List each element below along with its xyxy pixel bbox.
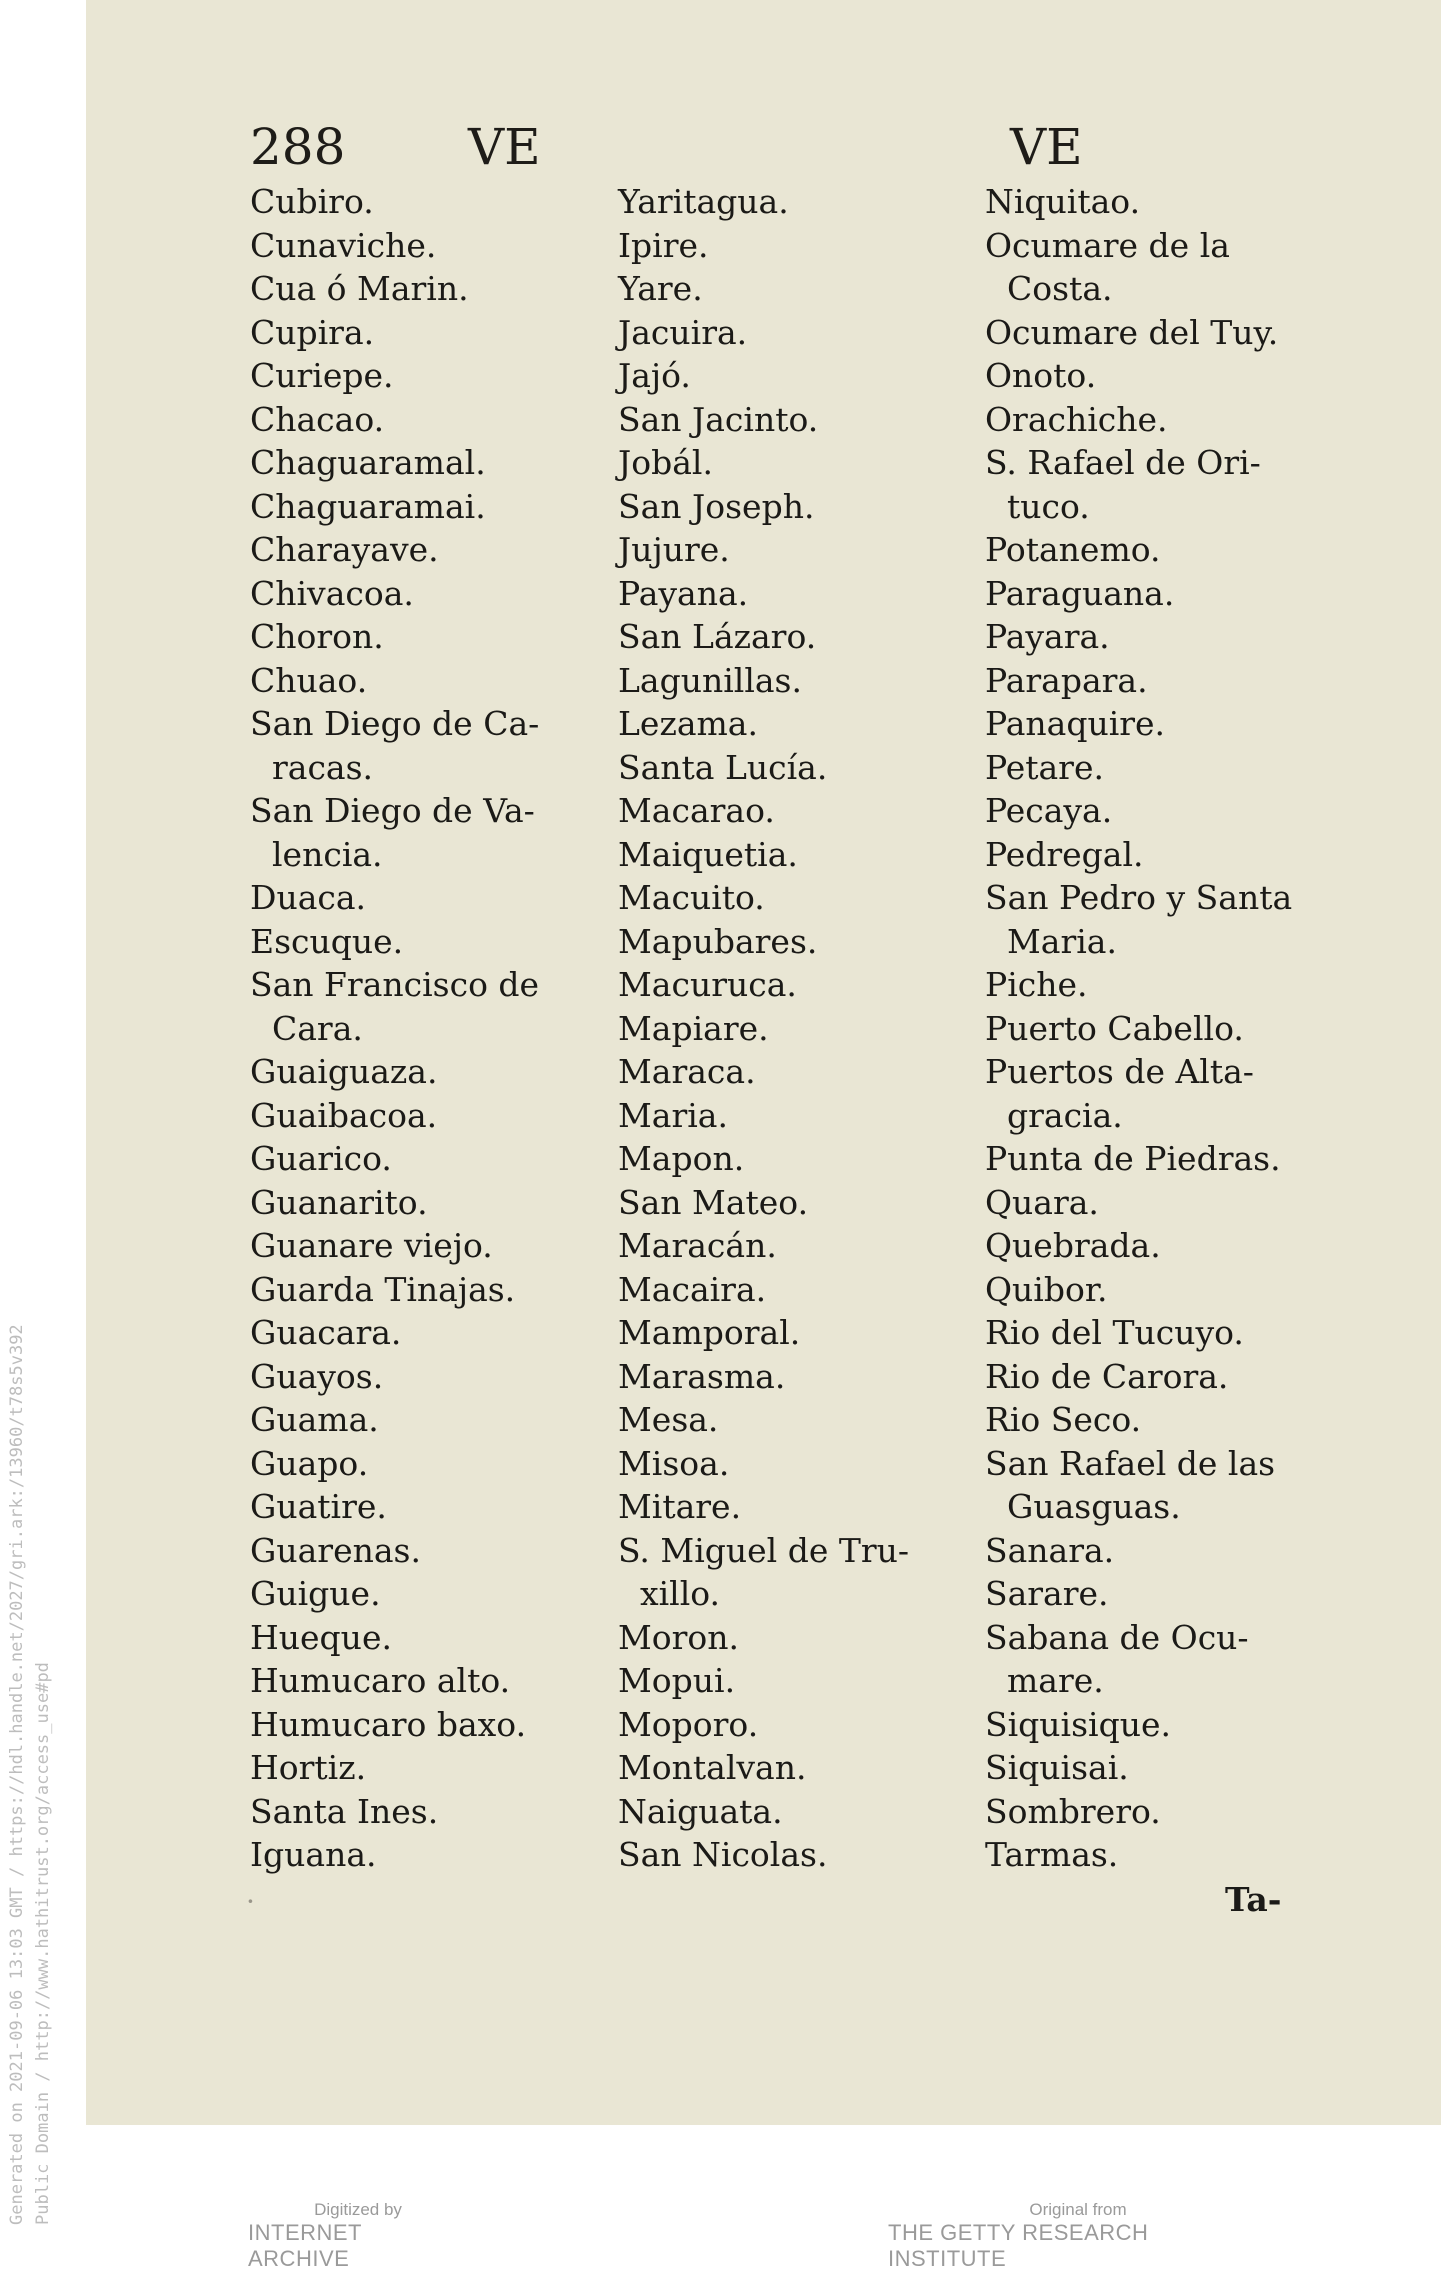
original-from-label: Original from	[1029, 2200, 1127, 2219]
place-entry: Cara.	[272, 1008, 363, 1048]
left-heading: VE	[468, 118, 541, 176]
place-entry: Cubiro.	[250, 182, 374, 221]
place-entry: Sarare.	[985, 1574, 1109, 1613]
place-entry: Naiguata.	[618, 1791, 783, 1831]
place-entry: Lezama.	[618, 704, 758, 743]
place-entry: Pecaya.	[985, 791, 1113, 830]
place-entry: San Nicolas.	[618, 1835, 828, 1874]
place-entry: Puerto Cabello.	[985, 1008, 1244, 1048]
place-entry: Ocumare del Tuy.	[985, 312, 1279, 352]
place-entry: Mamporal.	[618, 1313, 801, 1352]
place-entry: Sombrero.	[985, 1791, 1161, 1831]
place-entry: Quebrada.	[985, 1226, 1161, 1265]
place-entry: Mitare.	[618, 1487, 742, 1526]
place-entry: Ipire.	[618, 225, 709, 265]
place-entry: S. Rafael de Ori-	[985, 443, 1261, 482]
place-entry: Quibor.	[985, 1269, 1108, 1309]
place-entry: Escuque.	[250, 921, 404, 961]
place-entry: Humucaro alto.	[250, 1661, 511, 1700]
place-entry: lencia.	[272, 834, 383, 874]
place-entry: San Jacinto.	[618, 399, 819, 439]
place-entry: Santa Lucía.	[618, 747, 828, 787]
place-entry: Iguana.	[250, 1835, 377, 1874]
place-entry: Parapara.	[985, 660, 1148, 700]
place-entry: Punta de Piedras.	[985, 1139, 1281, 1178]
place-entry: Guasguas.	[1007, 1487, 1181, 1526]
place-entry: Mopui.	[618, 1661, 736, 1700]
column-1	[250, 180, 595, 1877]
place-entry: Duaca.	[250, 878, 367, 917]
margin-stamp	[4, 1085, 56, 2225]
place-entry: Curiepe.	[250, 356, 394, 395]
place-entry: Maracán.	[618, 1226, 777, 1265]
place-entry: Rio Seco.	[985, 1400, 1142, 1439]
place-entry: Yaritagua.	[618, 182, 789, 221]
place-entry: Maiquetia.	[618, 834, 798, 874]
place-entry: San Francisco de	[250, 965, 540, 1004]
place-entry: Cupira.	[250, 312, 375, 352]
place-entry: Niquitao.	[985, 182, 1141, 221]
place-entry: Petare.	[985, 747, 1104, 787]
place-entry: tuco.	[1007, 486, 1090, 526]
place-entry: Guigue.	[250, 1574, 381, 1613]
place-entry: Onoto.	[985, 356, 1097, 395]
place-entry: Puertos de Alta-	[985, 1052, 1254, 1091]
place-entry: Macaira.	[618, 1269, 767, 1309]
place-entry: Guatire.	[250, 1487, 387, 1526]
column-3	[985, 180, 1330, 1877]
catchword: Ta-	[1225, 1880, 1282, 1919]
place-entry: Mapiare.	[618, 1008, 769, 1048]
place-entry: Payana.	[618, 573, 749, 613]
place-entry: San Diego de Va-	[250, 791, 535, 830]
place-entry: Cunaviche.	[250, 225, 437, 265]
place-entry: Lagunillas.	[618, 660, 802, 700]
place-entry: Pedregal.	[985, 834, 1144, 874]
place-entry: gracia.	[1007, 1095, 1123, 1135]
place-entry: Sabana de Ocu-	[985, 1617, 1249, 1657]
ink-speck: ·	[246, 1885, 255, 1918]
place-entry: Chaguaramai.	[250, 486, 486, 526]
column-2	[618, 180, 963, 1877]
place-entry: Guama.	[250, 1400, 379, 1439]
place-entry: San Lázaro.	[618, 617, 817, 656]
place-entry: Potanemo.	[985, 530, 1161, 569]
place-entry: racas.	[272, 747, 374, 787]
place-entry: Panaquire.	[985, 704, 1166, 743]
place-entry: Mesa.	[618, 1400, 719, 1439]
place-entry: Siquisique.	[985, 1704, 1171, 1744]
place-entry: Macuito.	[618, 878, 765, 917]
place-entry: Macarao.	[618, 791, 775, 830]
place-entry: Ocumare de la	[985, 225, 1230, 265]
place-entry: Cua ó Marin.	[250, 269, 469, 308]
place-entry: Maraca.	[618, 1052, 756, 1091]
place-entry: Rio del Tucuyo.	[985, 1313, 1244, 1352]
right-heading: VE	[1010, 118, 1083, 176]
margin-stamp-line-1: Generated on 2021-09-06 13:03 GMT / https://hdl.handle.net/2027/gri.ark:/13960/t78s5v392	[7, 1324, 27, 2225]
place-entry: Choron.	[250, 617, 384, 656]
place-entry: Sanara.	[985, 1530, 1115, 1570]
place-entry: Siquisai.	[985, 1748, 1129, 1787]
place-entry: Guanare viejo.	[250, 1226, 493, 1265]
place-entry: Moporo.	[618, 1704, 759, 1744]
place-entry: Payara.	[985, 617, 1110, 656]
place-entry: Guarda Tinajas.	[250, 1269, 516, 1309]
place-entry: Guaibacoa.	[250, 1095, 438, 1135]
place-entry: Guarico.	[250, 1139, 392, 1178]
margin-stamp-line-2: Public Domain / http://www.hathitrust.org/access_use#pd	[33, 1662, 53, 2225]
place-entry: Misoa.	[618, 1443, 730, 1483]
place-entry: Guacara.	[250, 1313, 402, 1352]
place-entry: Tarmas.	[985, 1835, 1119, 1874]
place-entry: Chivacoa.	[250, 573, 414, 613]
place-entry: Orachiche.	[985, 399, 1168, 439]
footer-right	[888, 2200, 1268, 2272]
place-entry: Mapon.	[618, 1139, 745, 1178]
place-entry: Guaiguaza.	[250, 1052, 438, 1091]
place-entry: Montalvan.	[618, 1748, 807, 1787]
place-entry: Chaguaramal.	[250, 443, 486, 482]
place-entry: mare.	[1007, 1661, 1104, 1700]
getty-institute-label: THE GETTY RESEARCH INSTITUTE	[888, 2220, 1149, 2271]
place-entry: Maria.	[1007, 921, 1117, 961]
place-entry: San Pedro y Santa	[985, 878, 1293, 917]
place-entry: Guarenas.	[250, 1530, 421, 1570]
place-entry: Costa.	[1007, 269, 1113, 308]
place-entry: Yare.	[618, 269, 703, 308]
place-entry: Hueque.	[250, 1617, 392, 1657]
internet-archive-label: INTERNET ARCHIVE	[248, 2220, 362, 2271]
place-entry: San Mateo.	[618, 1182, 809, 1222]
footer-left	[248, 2200, 468, 2272]
place-entry: San Diego de Ca-	[250, 704, 540, 743]
place-entry: Mapubares.	[618, 921, 818, 961]
place-entry: Rio de Carora.	[985, 1356, 1229, 1396]
place-entry: Chuao.	[250, 660, 368, 700]
place-entry: Chacao.	[250, 399, 385, 439]
page-number: 288	[250, 118, 346, 176]
place-entry: S. Miguel de Tru-	[618, 1530, 910, 1570]
place-entry: Quara.	[985, 1182, 1099, 1222]
place-entry: Jajó.	[618, 356, 691, 395]
digitized-by-label: Digitized by	[314, 2200, 402, 2219]
place-entry: Maria.	[618, 1095, 728, 1135]
place-entry: Jacuira.	[618, 312, 748, 352]
place-entry: Macuruca.	[618, 965, 797, 1004]
place-entry: Piche.	[985, 965, 1088, 1004]
place-entry: Charayave.	[250, 530, 439, 569]
place-entry: Guanarito.	[250, 1182, 428, 1222]
place-entry: xillo.	[640, 1574, 721, 1613]
place-entry: Jujure.	[618, 530, 730, 569]
place-entry: Paraguana.	[985, 573, 1175, 613]
place-entry: Jobál.	[618, 443, 713, 482]
place-entry: San Joseph.	[618, 486, 815, 526]
place-entry: Humucaro baxo.	[250, 1704, 527, 1744]
place-entry: Moron.	[618, 1617, 740, 1657]
place-entry: Guayos.	[250, 1356, 384, 1396]
place-entry: Marasma.	[618, 1356, 786, 1396]
place-entry: San Rafael de las	[985, 1443, 1276, 1483]
place-entry: Guapo.	[250, 1443, 369, 1483]
place-entry: Santa Ines.	[250, 1791, 439, 1831]
place-entry: Hortiz.	[250, 1748, 367, 1787]
